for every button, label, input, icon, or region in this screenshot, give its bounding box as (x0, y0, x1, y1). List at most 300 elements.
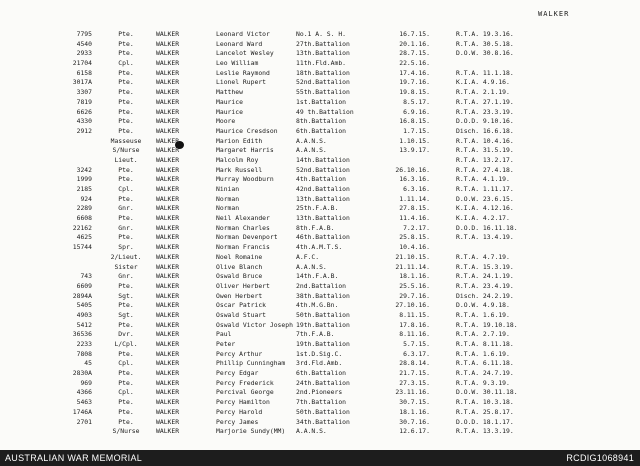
fate: R.T.A. 1.6.19. (456, 349, 510, 358)
surname: WALKER (156, 407, 180, 416)
embarkation-date: 12.6.17. (399, 427, 430, 436)
rank: Pte. (118, 214, 134, 223)
given-names: Leslie Raymond (216, 68, 270, 77)
embarkation-date: 6.3.16. (403, 185, 430, 193)
rank: Pte. (118, 68, 134, 77)
roll-row (0, 408, 640, 418)
fate: R.T.A. 23.3.19. (456, 107, 514, 116)
unit: 52nd.Battalion (296, 78, 350, 87)
roll-row (0, 340, 640, 350)
surname: WALKER (156, 204, 180, 213)
rank: Pte. (118, 378, 134, 387)
service-number: 4366 (76, 388, 92, 397)
surname: WALKER (156, 175, 180, 184)
service-number: 2233 (76, 340, 92, 348)
roll-row (0, 359, 640, 369)
surname: WALKER (156, 272, 180, 281)
roll-row (0, 49, 640, 59)
given-names: Margaret Harris (216, 146, 274, 155)
surname: WALKER (156, 330, 180, 339)
rank: Pte. (118, 175, 134, 184)
surname: WALKER (156, 185, 180, 193)
unit: 1st.Battalion (296, 97, 347, 106)
rank: S/Nurse (112, 146, 140, 155)
embarkation-date: 30.7.15. (399, 398, 430, 407)
embarkation-date: 21.7.15. (399, 369, 430, 378)
unit: 50th.Battalion (296, 407, 350, 416)
service-number: 5463 (76, 398, 92, 407)
surname: WALKER (156, 68, 180, 77)
rank: Pte. (118, 233, 134, 242)
fate: D.O.W. 4.9.18. (456, 301, 510, 310)
surname: WALKER (156, 59, 180, 68)
archive-source: AUSTRALIAN WAR MEMORIAL (5, 453, 143, 463)
embarkation-date: 21.11.14. (395, 262, 430, 271)
rank: Pte. (118, 301, 134, 310)
surname: WALKER (156, 107, 180, 116)
roll-row (0, 137, 640, 147)
fate: K.I.A. 4.9.16. (456, 78, 510, 87)
fate: R.T.A. 23.4.19. (456, 281, 514, 290)
embarkation-date: 17.8.16. (399, 320, 430, 329)
surname: WALKER (156, 310, 180, 319)
service-number: 21704 (72, 59, 92, 68)
rank: L/Cpl. (114, 340, 138, 348)
fate: R.T.A. 27.4.18. (456, 165, 514, 174)
rank: Pte. (118, 281, 134, 290)
service-number: 743 (80, 272, 92, 281)
rank: Sgt. (118, 291, 134, 300)
surname: WALKER (156, 146, 180, 155)
roll-row (0, 388, 640, 398)
rank: Pte. (118, 30, 134, 38)
embarkation-date: 11.4.16. (399, 214, 430, 223)
surname: WALKER (156, 398, 180, 407)
rank: Lieut. (114, 155, 138, 164)
rank: Pte. (118, 39, 134, 48)
roll-row (0, 311, 640, 321)
service-number: 2701 (76, 417, 92, 426)
fate: R.T.A. 24.1.19. (456, 272, 514, 281)
given-names: Percy Arthur (216, 349, 263, 358)
roll-row (0, 292, 640, 302)
service-number: 36536 (72, 330, 92, 339)
unit: 14th.Battalion (296, 155, 350, 164)
given-names: Oscar Patrick (216, 301, 267, 310)
unit: 27th.Battalion (296, 39, 350, 48)
roll-row (0, 127, 640, 137)
rank: Cpl. (118, 59, 134, 68)
roll-row (0, 282, 640, 292)
given-names: Noel Romaine (216, 252, 263, 261)
service-number: 3017A (72, 78, 92, 87)
roll-row (0, 175, 640, 185)
unit: 6th.Battalion (296, 126, 347, 135)
roll-row (0, 156, 640, 166)
embarkation-date: 8.11.16. (399, 330, 430, 339)
embarkation-date: 20.1.16. (399, 39, 430, 48)
unit: 6th.Battalion (296, 369, 347, 378)
roll-row (0, 108, 640, 118)
embarkation-date: 10.4.16. (399, 243, 430, 252)
rank: Pte. (118, 349, 134, 358)
embarkation-date: 26.10.16. (395, 165, 430, 174)
surname: WALKER (156, 233, 180, 242)
surname: WALKER (156, 301, 180, 310)
surname: WALKER (156, 427, 180, 436)
surname: WALKER (156, 349, 180, 358)
fate: R.T.A. 1.11.17. (456, 185, 514, 193)
rank: Masseuse (110, 136, 142, 145)
fate: K.I.A. 4.12.16. (456, 204, 514, 213)
surname: WALKER (156, 262, 180, 271)
given-names: Peter (216, 340, 236, 348)
roll-row (0, 40, 640, 50)
roll-row (0, 233, 640, 243)
given-names: Maurice Cresdson (216, 126, 278, 135)
service-number: 1746A (72, 407, 92, 416)
embarkation-date: 21.10.15. (395, 252, 430, 261)
surname: WALKER (156, 252, 180, 261)
given-names: Percy Edgar (216, 369, 259, 378)
rank: Spr. (118, 243, 134, 252)
roll-row (0, 321, 640, 331)
fate: R.T.A. 8.11.18. (456, 340, 514, 348)
unit: 24th.Battalion (296, 378, 350, 387)
service-number: 969 (80, 378, 92, 387)
service-number: 7795 (76, 30, 92, 38)
rank: Pte. (118, 49, 134, 58)
embarkation-date: 1.7.15. (403, 126, 430, 135)
surname: WALKER (156, 30, 180, 38)
service-number: 2185 (76, 185, 92, 193)
given-names: Moore (216, 117, 236, 126)
given-names: Percy Hamilton (216, 398, 270, 407)
fate: R.T.A. 15.3.19. (456, 262, 514, 271)
roll-row (0, 69, 640, 79)
fate: R.T.A. 4.1.19. (456, 175, 510, 184)
rank: Pte. (118, 194, 134, 203)
service-number: 7819 (76, 97, 92, 106)
roll-row (0, 272, 640, 282)
given-names: Norman Devenport (216, 233, 278, 242)
fate: R.T.A. 31.5.19. (456, 146, 514, 155)
given-names: Marjorie Sundy(MM) (216, 427, 286, 436)
embarkation-date: 27.8.15. (399, 204, 430, 213)
service-number: 5412 (76, 320, 92, 329)
roll-table (0, 30, 640, 437)
unit: 38th.Battalion (296, 291, 350, 300)
surname: WALKER (156, 378, 180, 387)
unit: A.A.N.S. (296, 427, 327, 436)
surname: WALKER (156, 88, 180, 97)
surname: WALKER (156, 281, 180, 290)
surname: WALKER (156, 136, 180, 145)
surname-header: WALKER (538, 10, 570, 18)
given-names: Oswald Bruce (216, 272, 263, 281)
embarkation-date: 1.11.14. (399, 194, 430, 203)
unit: 8th.Battalion (296, 117, 347, 126)
rank: Pte. (118, 78, 134, 87)
unit: 49 th.Battalion (296, 107, 354, 116)
unit: 34th.Battalion (296, 417, 350, 426)
rank: Cpl. (118, 185, 134, 193)
unit: 4th.Battalion (296, 175, 347, 184)
unit: A.A.N.S. (296, 146, 327, 155)
unit: 3rd.Fld.Amb. (296, 359, 343, 368)
unit: 2nd.Pioneers (296, 388, 343, 397)
embarkation-date: 1.10.15. (399, 136, 430, 145)
unit: A.A.N.S. (296, 136, 327, 145)
roll-row (0, 301, 640, 311)
fate: R.T.A. 6.11.18. (456, 359, 514, 368)
roll-row (0, 369, 640, 379)
rank: Gnr. (118, 272, 134, 281)
unit: 18th.Battalion (296, 68, 350, 77)
embarkation-date: 13.9.17. (399, 146, 430, 155)
service-number: 4330 (76, 117, 92, 126)
given-names: Oswald Stuart (216, 310, 267, 319)
fate: R.T.A. 1.6.19. (456, 310, 510, 319)
service-number: 5405 (76, 301, 92, 310)
roll-row (0, 146, 640, 156)
embarkation-date: 18.1.16. (399, 407, 430, 416)
service-number: 2830A (72, 369, 92, 378)
fate: R.T.A. 13.4.19. (456, 233, 514, 242)
unit: 42nd.Battalion (296, 185, 350, 193)
fate: R.T.A. 19.10.18. (456, 320, 518, 329)
surname: WALKER (156, 359, 180, 368)
embarkation-date: 8.11.15. (399, 310, 430, 319)
given-names: Mark Russell (216, 165, 263, 174)
fate: R.T.A. 10.4.16. (456, 136, 514, 145)
service-number: 7808 (76, 349, 92, 358)
service-number: 2289 (76, 204, 92, 213)
given-names: Neil Alexander (216, 214, 270, 223)
archive-footer (0, 450, 640, 466)
roll-row (0, 214, 640, 224)
unit: No.1 A. S. H. (296, 30, 347, 38)
fate: D.O.W. 30.8.16. (456, 49, 514, 58)
rank: Pte. (118, 165, 134, 174)
surname: WALKER (156, 243, 180, 252)
surname: WALKER (156, 194, 180, 203)
roll-row (0, 243, 640, 253)
surname: WALKER (156, 97, 180, 106)
surname: WALKER (156, 214, 180, 223)
given-names: Percival George (216, 388, 274, 397)
service-number: 45 (84, 359, 92, 368)
rank: Gnr. (118, 204, 134, 213)
fate: D.O.D. 16.11.18. (456, 223, 518, 232)
given-names: Maurice (216, 107, 243, 116)
given-names: Percy Harold (216, 407, 263, 416)
service-number: 4903 (76, 310, 92, 319)
unit: 25th.F.A.B. (296, 204, 339, 213)
rank: Pte. (118, 88, 134, 97)
unit: 13th.Battalion (296, 194, 350, 203)
service-number: 4540 (76, 39, 92, 48)
fate: R.T.A. 10.3.18. (456, 398, 514, 407)
unit: 50th.Battalion (296, 310, 350, 319)
roll-row (0, 330, 640, 340)
service-number: 22162 (72, 223, 92, 232)
unit: A.F.C. (296, 252, 320, 261)
roll-row (0, 30, 640, 40)
given-names: Olive Blanch (216, 262, 263, 271)
embarkation-date: 29.7.16. (399, 291, 430, 300)
given-names: Phillip Cunningham (216, 359, 286, 368)
unit: 13th.Battalion (296, 214, 350, 223)
roll-row (0, 263, 640, 273)
given-names: Norman Francis (216, 243, 270, 252)
roll-row (0, 88, 640, 98)
embarkation-date: 27.10.16. (395, 301, 430, 310)
surname: WALKER (156, 155, 180, 164)
roll-row (0, 418, 640, 428)
roll-row (0, 224, 640, 234)
fate: R.T.A. 13.3.19. (456, 427, 514, 436)
rank: Pte. (118, 126, 134, 135)
given-names: Paul (216, 330, 232, 339)
embarkation-date: 6.3.17. (403, 349, 430, 358)
given-names: Matthew (216, 88, 243, 97)
roll-row (0, 195, 640, 205)
embarkation-date: 22.5.16. (399, 59, 430, 68)
roll-row (0, 427, 640, 437)
roll-row (0, 253, 640, 263)
unit: 19th.Battalion (296, 340, 350, 348)
service-number: 2894A (72, 291, 92, 300)
rank: 2/Lieut. (110, 252, 142, 261)
fate: D.O.D. 9.10.16. (456, 117, 514, 126)
embarkation-date: 17.4.16. (399, 68, 430, 77)
unit: 11th.Fld.Amb. (296, 59, 347, 68)
given-names: Marion Edith (216, 136, 263, 145)
embarkation-date: 8.5.17. (403, 97, 430, 106)
fate: R.T.A. 27.1.19. (456, 97, 514, 106)
service-number: 3307 (76, 88, 92, 97)
service-number: 1999 (76, 175, 92, 184)
unit: 7th.F.A.B. (296, 330, 335, 339)
service-number: 6158 (76, 68, 92, 77)
surname: WALKER (156, 388, 180, 397)
embarkation-date: 19.7.16. (399, 78, 430, 87)
rank: Pte. (118, 407, 134, 416)
rank: Cpl. (118, 388, 134, 397)
surname: WALKER (156, 126, 180, 135)
given-names: Leonard Victor (216, 30, 270, 38)
service-number: 2933 (76, 49, 92, 58)
given-names: Maurice (216, 97, 243, 106)
rank: Pte. (118, 369, 134, 378)
rank: Pte. (118, 320, 134, 329)
given-names: Norman (216, 194, 240, 203)
embarkation-date: 18.1.16. (399, 272, 430, 281)
rank: Pte. (118, 398, 134, 407)
service-number: 6609 (76, 281, 92, 290)
roll-row (0, 98, 640, 108)
embarkation-date: 5.7.15. (403, 340, 430, 348)
fate: D.O.W. 30.11.18. (456, 388, 518, 397)
given-names: Lancelot Wesley (216, 49, 274, 58)
roll-row (0, 59, 640, 69)
embarkation-date: 23.11.16. (395, 388, 430, 397)
given-names: Norman (216, 204, 240, 213)
unit: 46th.Battalion (296, 233, 350, 242)
unit: 14th.F.A.B. (296, 272, 339, 281)
unit: 4th.A.M.T.S. (296, 243, 343, 252)
given-names: Norman Charles (216, 223, 270, 232)
given-names: Percy James (216, 417, 259, 426)
rank: Pte. (118, 97, 134, 106)
embarkation-date: 6.9.16. (403, 107, 430, 116)
fate: R.T.A. 24.7.19. (456, 369, 514, 378)
rank: S/Nurse (112, 427, 140, 436)
rank: Dvr. (118, 330, 134, 339)
given-names: Owen Herbert (216, 291, 263, 300)
given-names: Percy Frederick (216, 378, 274, 387)
embarkation-date: 16.8.15. (399, 117, 430, 126)
embarkation-date: 16.7.15. (399, 30, 430, 38)
roll-row (0, 185, 640, 195)
service-number: 4625 (76, 233, 92, 242)
fate: R.T.A. 19.3.16. (456, 30, 514, 38)
fate: Disch. 16.6.18. (456, 126, 514, 135)
given-names: Lionel Rupert (216, 78, 267, 87)
fate: D.O.W. 23.6.15. (456, 194, 514, 203)
unit: 2nd.Battalion (296, 281, 347, 290)
embarkation-date: 30.7.16. (399, 417, 430, 426)
surname: WALKER (156, 39, 180, 48)
embarkation-date: 19.8.15. (399, 88, 430, 97)
surname: WALKER (156, 291, 180, 300)
service-number: 6626 (76, 107, 92, 116)
fate: R.T.A. 2.1.19. (456, 88, 510, 97)
fate: R.T.A. 4.7.19. (456, 252, 510, 261)
given-names: Malcolm Roy (216, 155, 259, 164)
roll-row (0, 204, 640, 214)
unit: 52nd.Battalion (296, 165, 350, 174)
fate: K.I.A. 4.2.17. (456, 214, 510, 223)
roll-row (0, 117, 640, 127)
fate: R.T.A. 13.2.17. (456, 155, 514, 164)
rank: Gnr. (118, 223, 134, 232)
surname: WALKER (156, 223, 180, 232)
embarkation-date: 28.7.15. (399, 49, 430, 58)
unit: 4th.M.G.Bn. (296, 301, 339, 310)
unit: 1st.D.Sig.C. (296, 349, 343, 358)
roll-row (0, 78, 640, 88)
rank: Pte. (118, 107, 134, 116)
rank: Pte. (118, 117, 134, 126)
surname: WALKER (156, 78, 180, 87)
rank: Sgt. (118, 310, 134, 319)
unit: A.A.N.S. (296, 262, 327, 271)
service-number: 924 (80, 194, 92, 203)
unit: 8th.F.A.B. (296, 223, 335, 232)
roll-row (0, 398, 640, 408)
surname: WALKER (156, 117, 180, 126)
fate: R.T.A. 25.8.17. (456, 407, 514, 416)
embarkation-date: 27.3.15. (399, 378, 430, 387)
rank: Pte. (118, 417, 134, 426)
rank: Sister (114, 262, 138, 271)
roll-row (0, 350, 640, 360)
unit: 55th.Battalion (296, 88, 350, 97)
given-names: Leo William (216, 59, 259, 68)
service-number: 3242 (76, 165, 92, 174)
